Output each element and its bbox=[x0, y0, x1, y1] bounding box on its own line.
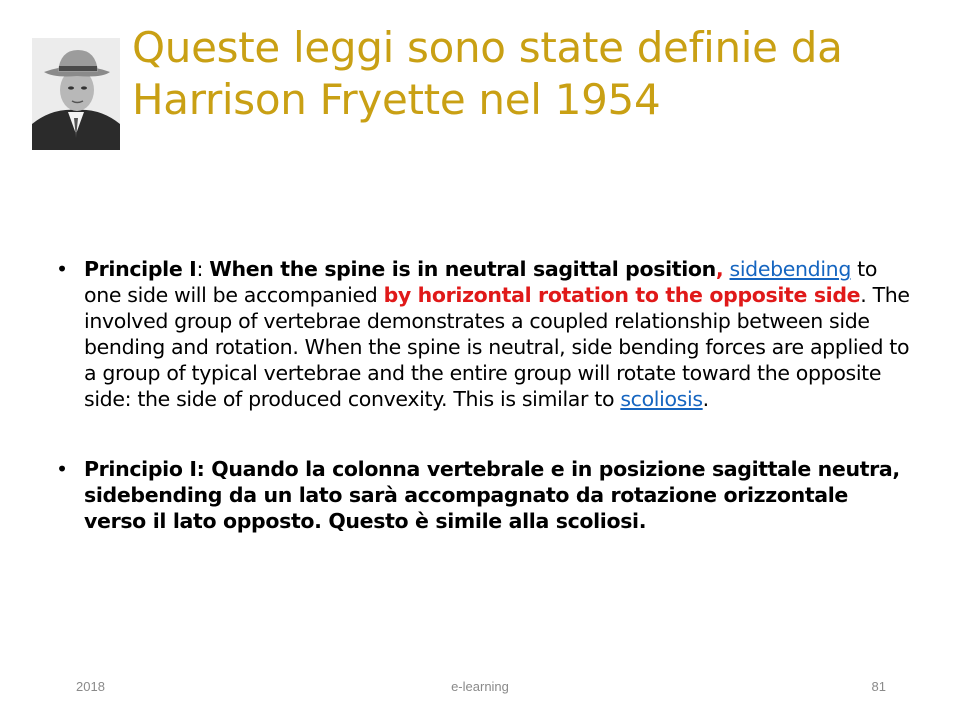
slide-title bbox=[132, 22, 932, 126]
neutral-position-text: When the spine is in neutral sagittal position bbox=[209, 257, 716, 281]
footer-year: 2018 bbox=[76, 679, 105, 694]
colon-text: : bbox=[196, 257, 210, 281]
bullet-principle-english bbox=[56, 256, 916, 412]
red-comma: , bbox=[715, 257, 724, 281]
title-line-1: Queste leggi sono state definie da bbox=[132, 23, 843, 72]
period-text: . bbox=[702, 387, 709, 411]
explanation-text: . The involved group of vertebrae demonstrates a coupled relationship between side bending and rotation. When the spine is neutral, side bending forces are applied to a group of typical vertebrae and the entire group will rotate toward the opposite side: the side of produced convexity. This is similar to bbox=[84, 283, 910, 411]
bullet-principle-italian bbox=[56, 456, 916, 534]
principle-label: Principle I bbox=[84, 257, 197, 281]
scoliosis-link[interactable]: scoliosis bbox=[620, 387, 703, 411]
portrait-illustration bbox=[32, 38, 120, 150]
bullet-dot: • bbox=[56, 257, 68, 281]
portrait-photo bbox=[32, 38, 120, 150]
bullet-list bbox=[56, 256, 916, 534]
sidebending-link[interactable]: sidebending bbox=[729, 257, 851, 281]
bullet-dot: • bbox=[56, 457, 68, 481]
accompanied-text: to one side will be accompanied bbox=[84, 257, 878, 307]
footer-page-number: 81 bbox=[871, 679, 886, 694]
title-line-2: Harrison Fryette nel 1954 bbox=[132, 75, 661, 124]
principio-text: Principio I: Quando la colonna vertebrale e in posizione sagittale neutra, sidebending da un lato sarà accompagnato da rotazione orizzontale verso il lato opposto. Questo è simile alla scoliosi. bbox=[84, 457, 900, 533]
footer-label: e-learning bbox=[451, 679, 509, 694]
rotation-highlight: by horizontal rotation to the opposite side bbox=[383, 283, 861, 307]
